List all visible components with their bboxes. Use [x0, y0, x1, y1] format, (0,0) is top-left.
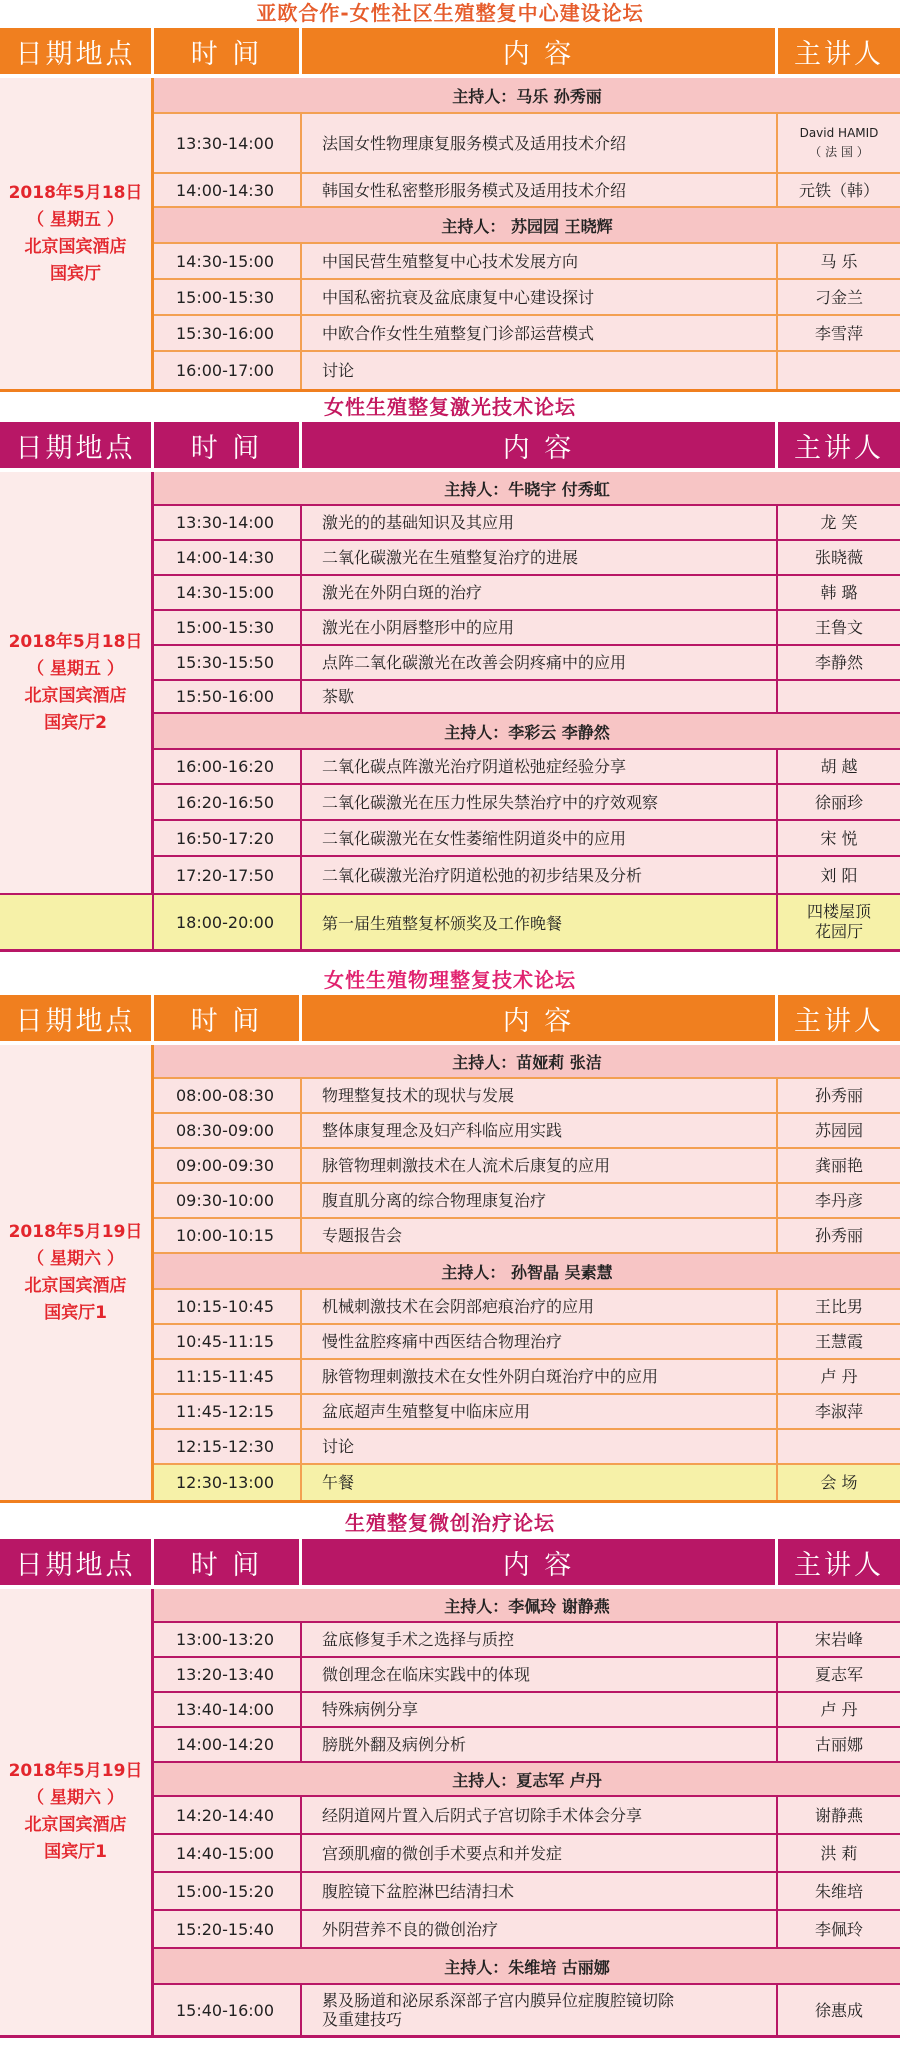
- weekday: （ 星期五 ）: [27, 209, 124, 230]
- time-cell: 14:00-14:30: [154, 174, 302, 208]
- speaker-cell: 张晓薇: [778, 541, 900, 576]
- time-cell: 15:00-15:30: [154, 611, 302, 646]
- table-row: [154, 1325, 900, 1360]
- content-cell: 午餐: [302, 1465, 778, 1500]
- speaker-cell: 刘 阳: [820, 865, 858, 885]
- weekday: （ 星期五 ）: [27, 658, 124, 679]
- dinner-row: [0, 893, 900, 952]
- speaker-cell: 刁金兰: [778, 280, 900, 316]
- time-cell: 14:40-15:00: [154, 1835, 302, 1873]
- speaker-cell: [778, 1430, 900, 1465]
- content-cell: 脉管物理刺激技术在人流术后康复的应用: [302, 1149, 778, 1184]
- host-row: 主持人： 孙智晶 吴素慧: [154, 1254, 900, 1290]
- table-row: [154, 1219, 900, 1254]
- speaker-cell: 韩 璐: [778, 576, 900, 611]
- content-line: 累及肠道和泌尿系深部子宫内膜异位症腹腔镜切除: [322, 1991, 675, 2010]
- table-row: [154, 1149, 900, 1184]
- speaker-cell: [778, 352, 900, 389]
- content-cell: 法国女性物理康复服务模式及适用技术介绍: [302, 114, 778, 174]
- speaker-cell: 王慧霞: [778, 1325, 900, 1360]
- content-cell: 激光在小阴唇整形中的应用: [302, 611, 778, 646]
- time-cell: 11:15-11:45: [154, 1360, 302, 1395]
- content-cell: 机械刺激技术在会阴部疤痕治疗的应用: [302, 1290, 778, 1325]
- table-row: [154, 114, 900, 174]
- header-time: 时 间: [154, 1539, 302, 1585]
- time-cell: 13:40-14:00: [154, 1693, 302, 1728]
- header-speaker: 主讲人: [778, 28, 900, 74]
- time-cell: 09:00-09:30: [154, 1149, 302, 1184]
- table-row: [154, 1873, 900, 1911]
- time-cell: 08:30-09:00: [154, 1114, 302, 1149]
- date: 2018年5月19日: [8, 1221, 143, 1242]
- speaker-cell: 孙秀丽: [778, 1079, 900, 1114]
- schedule-body: [0, 1041, 900, 1503]
- content-cell: 整体康复理念及妇产科临应用实践: [302, 1114, 778, 1149]
- hall: 国宾厅2: [44, 712, 107, 733]
- time-cell: 08:00-08:30: [154, 1079, 302, 1114]
- time-cell: 14:00-14:30: [154, 541, 302, 576]
- time-cell: 15:30-16:00: [154, 316, 302, 352]
- header-speaker: 主讲人: [778, 422, 900, 468]
- time-cell: 11:45-12:15: [154, 1395, 302, 1430]
- content-cell: 慢性盆腔疼痛中西医结合物理治疗: [302, 1325, 778, 1360]
- time-cell: 12:30-13:00: [154, 1465, 302, 1500]
- speaker-cell: 龙 笑: [778, 506, 900, 541]
- content-cell: 茶歇: [302, 681, 778, 714]
- table-row: [154, 1693, 900, 1728]
- section-physical: [0, 961, 900, 1505]
- schedule-body: [0, 468, 900, 893]
- table-row: [154, 750, 900, 785]
- table-row: [154, 1395, 900, 1430]
- table-header: [0, 995, 900, 1041]
- speaker-cell: 李佩玲: [778, 1911, 900, 1949]
- weekday: （ 星期六 ）: [27, 1788, 124, 1808]
- date: 2018年5月18日: [8, 631, 143, 652]
- hall: 国宾厅1: [44, 1842, 107, 1862]
- time-cell: 13:00-13:20: [154, 1623, 302, 1658]
- time-cell: 13:20-13:40: [154, 1658, 302, 1693]
- section-title: 女性生殖物理整复技术论坛: [324, 968, 576, 992]
- header-date: 日期地点: [0, 1539, 154, 1585]
- time-cell: 15:40-16:00: [154, 1985, 302, 2035]
- table-row: [154, 1985, 900, 2035]
- time-cell: 14:00-14:20: [154, 1728, 302, 1763]
- table-row: [154, 1430, 900, 1465]
- venue: 北京国宾酒店: [24, 1815, 127, 1835]
- speaker-cell: 李雪萍: [778, 316, 900, 352]
- content-cell: 韩国女性私密整形服务模式及适用技术介绍: [302, 174, 778, 208]
- date-location: [0, 472, 154, 893]
- content-cell: 宫颈肌瘤的微创手术要点和并发症: [302, 1835, 778, 1873]
- speaker-cell: 李静然: [778, 646, 900, 681]
- speaker-country: （ 法 国 ）: [809, 145, 869, 159]
- content-cell: 二氧化碳激光在女性萎缩性阴道炎中的应用: [302, 821, 778, 857]
- hall: 国宾厅1: [44, 1302, 107, 1323]
- section-asia-europe: [0, 0, 900, 388]
- speaker-name: David HAMID: [799, 126, 879, 140]
- time-cell: 09:30-10:00: [154, 1184, 302, 1219]
- host-row: 主持人：朱维培 古丽娜: [154, 1949, 900, 1985]
- date-location: [0, 1045, 154, 1500]
- content-cell: 激光的的基础知识及其应用: [302, 506, 778, 541]
- section-minimally-invasive: [0, 1505, 900, 2053]
- speaker-cell: 宋岩峰: [778, 1623, 900, 1658]
- table-row: [154, 174, 900, 208]
- content-cell: 外阴营养不良的微创治疗: [302, 1911, 778, 1949]
- host-row: 主持人：夏志军 卢丹: [154, 1763, 900, 1797]
- header-time: 时 间: [154, 422, 302, 468]
- table-row: [154, 541, 900, 576]
- header-date: 日期地点: [0, 28, 154, 74]
- lunch-row: [154, 1465, 900, 1500]
- speaker-cell: 苏园园: [778, 1114, 900, 1149]
- weekday: （ 星期六 ）: [27, 1248, 124, 1269]
- table-header: [0, 422, 900, 468]
- content-cell: 讨论: [302, 352, 778, 389]
- table-row: [154, 244, 900, 280]
- speaker-cell: 孙秀丽: [778, 1219, 900, 1254]
- time-cell: 13:30-14:00: [154, 506, 302, 541]
- speaker-cell: 李淑萍: [778, 1395, 900, 1430]
- content-cell: 特殊病例分享: [302, 1693, 778, 1728]
- content-cell: 点阵二氧化碳激光在改善会阴疼痛中的应用: [302, 646, 778, 681]
- speaker-cell: 元铁（韩）: [778, 174, 900, 208]
- place-line: 花园厅: [814, 922, 863, 941]
- speaker-cell: 王比男: [778, 1290, 900, 1325]
- speaker-cell: 卢 丹: [778, 1360, 900, 1395]
- schedule-body: [0, 74, 900, 392]
- header-speaker: 主讲人: [778, 995, 900, 1041]
- table-row: [154, 821, 900, 857]
- time-cell: 14:30-15:00: [154, 576, 302, 611]
- speaker-cell: 朱维培: [778, 1873, 900, 1911]
- time-cell: 15:20-15:40: [154, 1911, 302, 1949]
- table-row: [154, 316, 900, 352]
- table-header: [0, 1539, 900, 1585]
- speaker-cell: 胡 越: [778, 750, 900, 785]
- table-row: [154, 1079, 900, 1114]
- content-cell: 微创理念在临床实践中的体现: [302, 1658, 778, 1693]
- speaker-cell: 徐丽珍: [778, 785, 900, 821]
- table-row: [154, 1184, 900, 1219]
- host-row: 主持人：牛晓宇 付秀虹: [154, 472, 900, 506]
- host-row: 主持人：李彩云 李静然: [154, 714, 900, 750]
- header-time: 时 间: [154, 28, 302, 74]
- table-row: [154, 646, 900, 681]
- content-cell: [302, 1985, 778, 2035]
- time-cell: 12:15-12:30: [154, 1430, 302, 1465]
- time-cell: 16:50-17:20: [154, 821, 302, 857]
- hall: 国宾厅: [50, 263, 101, 284]
- date-location: [0, 78, 154, 389]
- content-cell: 物理整复技术的现状与发展: [302, 1079, 778, 1114]
- table-row: [154, 506, 900, 541]
- time-cell: 16:00-17:00: [154, 352, 302, 389]
- time-cell: 15:00-15:30: [154, 280, 302, 316]
- table-row: [154, 1911, 900, 1949]
- content-cell: 中国私密抗衰及盆底康复中心建设探讨: [302, 280, 778, 316]
- header-time: 时 间: [154, 995, 302, 1041]
- header-content: 内 容: [302, 1539, 778, 1585]
- speaker-cell: 谢静燕: [778, 1797, 900, 1835]
- content-cell: 经阴道网片置入后阴式子宫切除手术体会分享: [302, 1797, 778, 1835]
- table-row: [154, 1290, 900, 1325]
- speaker-cell: 夏志军: [778, 1658, 900, 1693]
- table-row: [154, 576, 900, 611]
- content-cell: 第一届生殖整复杯颁奖及工作晚餐: [302, 895, 778, 949]
- speaker-cell: 洪 莉: [778, 1835, 900, 1873]
- content-line: 及重建技巧: [322, 2010, 403, 2029]
- table-row: [154, 1623, 900, 1658]
- table-row: [154, 1114, 900, 1149]
- content-cell: 盆底超声生殖整复中临床应用: [302, 1395, 778, 1430]
- time-cell: 17:20-17:50: [154, 857, 302, 893]
- host-row: 主持人：马乐 孙秀丽: [154, 78, 900, 114]
- time-cell: 10:15-10:45: [154, 1290, 302, 1325]
- section-laser: [0, 388, 900, 961]
- table-row: [154, 1835, 900, 1873]
- table-row: [154, 280, 900, 316]
- table-row: [154, 1658, 900, 1693]
- header-speaker: 主讲人: [778, 1539, 900, 1585]
- content-cell: 膀胱外翻及病例分析: [302, 1728, 778, 1763]
- content-cell: 中欧合作女性生殖整复门诊部运营模式: [302, 316, 778, 352]
- speaker-cell: 会 场: [820, 1473, 858, 1492]
- section-title: 生殖整复微创治疗论坛: [345, 1511, 555, 1535]
- time-cell: 10:45-11:15: [154, 1325, 302, 1360]
- header-date: 日期地点: [0, 422, 154, 468]
- time-cell: 13:30-14:00: [154, 114, 302, 174]
- speaker-cell: [778, 681, 900, 714]
- header-date: 日期地点: [0, 995, 154, 1041]
- time-cell: 15:00-15:20: [154, 1873, 302, 1911]
- content-cell: 中国民营生殖整复中心技术发展方向: [302, 244, 778, 280]
- content-cell: 二氧化碳激光治疗阴道松弛的初步结果及分析: [302, 857, 778, 893]
- content-cell: 盆底修复手术之选择与质控: [302, 1623, 778, 1658]
- speaker-cell: [778, 114, 900, 174]
- date: 2018年5月18日: [8, 182, 143, 203]
- speaker-cell: 古丽娜: [778, 1728, 900, 1763]
- host-row: 主持人：李佩玲 谢静燕: [154, 1589, 900, 1623]
- header-content: 内 容: [302, 422, 778, 468]
- speaker-cell: 马 乐: [778, 244, 900, 280]
- header-content: 内 容: [302, 995, 778, 1041]
- time-cell: 16:00-16:20: [154, 750, 302, 785]
- host-row: 主持人： 苏园园 王晓辉: [154, 208, 900, 244]
- content-cell: 二氧化碳点阵激光治疗阴道松弛症经验分享: [302, 750, 778, 785]
- table-row: [154, 785, 900, 821]
- host-row: 主持人：苗娅莉 张洁: [154, 1045, 900, 1079]
- table-row: [154, 857, 900, 893]
- section-title: 女性生殖整复激光技术论坛: [324, 395, 576, 419]
- content-cell: 二氧化碳激光在生殖整复治疗的进展: [302, 541, 778, 576]
- venue: 北京国宾酒店: [24, 236, 127, 257]
- content-cell: 激光在外阴白斑的治疗: [302, 576, 778, 611]
- speaker-cell: 卢 丹: [778, 1693, 900, 1728]
- schedule-body: [0, 1585, 900, 2038]
- time-cell: 14:30-15:00: [154, 244, 302, 280]
- time-cell: 10:00-10:15: [154, 1219, 302, 1254]
- speaker-cell: 宋 悦: [778, 821, 900, 857]
- place-line: 四楼屋顶: [806, 902, 871, 921]
- table-row: [154, 681, 900, 714]
- time-cell: 15:30-15:50: [154, 646, 302, 681]
- content-cell: 二氧化碳激光在压力性尿失禁治疗中的疗效观察: [302, 785, 778, 821]
- header-content: 内 容: [302, 28, 778, 74]
- time-cell: 18:00-20:00: [154, 895, 302, 949]
- speaker-cell: 徐惠成: [814, 2000, 863, 2020]
- time-cell: 14:20-14:40: [154, 1797, 302, 1835]
- speaker-cell: 李丹彦: [778, 1184, 900, 1219]
- time-cell: 16:20-16:50: [154, 785, 302, 821]
- table-row: [154, 1360, 900, 1395]
- speaker-cell: 王鲁文: [778, 611, 900, 646]
- content-cell: 专题报告会: [302, 1219, 778, 1254]
- table-row: [154, 611, 900, 646]
- speaker-cell: [778, 895, 900, 949]
- table-row: [154, 352, 900, 389]
- content-cell: 讨论: [302, 1430, 778, 1465]
- venue: 北京国宾酒店: [24, 685, 127, 706]
- time-cell: 15:50-16:00: [154, 681, 302, 714]
- dinner-spacer: [0, 895, 154, 949]
- date-location: [0, 1589, 154, 2035]
- date: 2018年5月19日: [8, 1761, 143, 1781]
- table-row: [154, 1797, 900, 1835]
- venue: 北京国宾酒店: [24, 1275, 127, 1296]
- table-header: [0, 28, 900, 74]
- content-cell: 脉管物理刺激技术在女性外阴白斑治疗中的应用: [302, 1360, 778, 1395]
- content-cell: 腹直肌分离的综合物理康复治疗: [302, 1184, 778, 1219]
- speaker-cell: 龚丽艳: [778, 1149, 900, 1184]
- content-cell: 腹腔镜下盆腔淋巴结清扫术: [302, 1873, 778, 1911]
- table-row: [154, 1728, 900, 1763]
- section-title: 亚欧合作-女性社区生殖整复中心建设论坛: [256, 1, 644, 25]
